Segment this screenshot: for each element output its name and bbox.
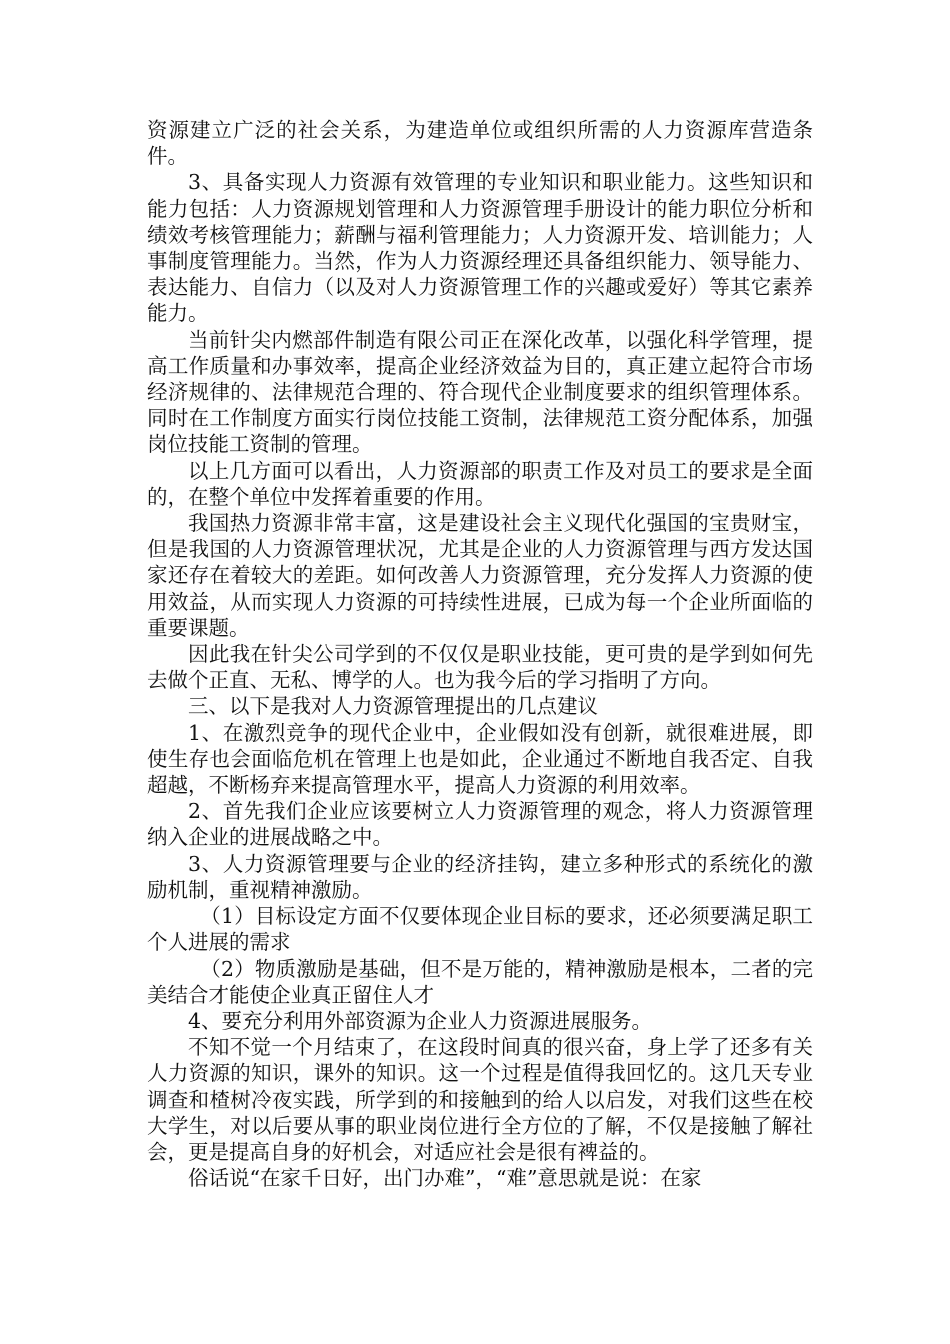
paragraph-personal-learning: 因此我在针尖公司学到的不仅仅是职业技能，更可贵的是学到如何先去做个正直、无私、博学的人。也为我今后的学习指明了方向。 — [147, 642, 813, 693]
paragraph-point-3-abilities: 3、具备实现人力资源有效管理的专业知识和职业能力。这些知识和能力包括：人力资源规划管理和人力资源管理手册设计的能力职位分析和绩效考核管理能力；薪酬与福利管理能力；人力资源开发、培训能力；人事制度管理能力。当然，作为人力资源经理还具备组织能力、领导能力、表达能力、自信力（以及对人力资源管理工作的兴趣或爱好）等其它素养能力。 — [147, 170, 813, 326]
paragraph-sub-item-2: （2）物质激励是基础，但不是万能的，精神激励是根本，二者的完美结合才能使企业真正留住人才 — [147, 956, 813, 1007]
section-heading-suggestions: 三、以下是我对人力资源管理提出的几点建议 — [188, 694, 598, 719]
paragraph-suggestion-4: 4、要充分利用外部资源为企业人力资源进展服务。 — [188, 1008, 653, 1033]
paragraph-sub-item-1: （1）目标设定方面不仅要体现企业目标的要求，还必须要满足职工个人进展的需求 — [147, 904, 813, 955]
paragraph-national-resources: 我国热力资源非常丰富，这是建设社会主义现代化强国的宝贵财宝，但是我国的人力资源管理状况，尤其是企业的人力资源管理与西方发达国家还存在着较大的差距。如何改善人力资源管理，充分发挥人力资源的使用效益，从而实现人力资源的可持续性进展，已成为每一个企业所面临的重要课题。 — [147, 511, 813, 640]
paragraph-hr-department-role: 以上几方面可以看出，人力资源部的职责工作及对员工的要求是全面的，在整个单位中发挥着重要的作用。 — [147, 458, 813, 509]
paragraph-reflection: 不知不觉一个月结束了，在这段时间真的很兴奋，身上学了还多有关人力资源的知识，课外的知识。这一个过程是值得我回忆的。这几天专业调查和楂树冷夜实践，所学到的和接触到的给人以启发，对我们这些在校大学生，对以后要从事的职业岗位进行全方位的了解，不仅是接触了解社会，更是提高自身的好机会，对适应社会是很有裨益的。 — [147, 1035, 813, 1164]
paragraph-suggestion-2: 2、首先我们企业应该要树立人力资源管理的观念，将人力资源管理纳入企业的进展战略之中。 — [147, 799, 813, 850]
paragraph-company-reform: 当前针尖内燃部件制造有限公司正在深化改革，以强化科学管理，提高工作质量和办事效率，提高企业经济效益为目的，真正建立起符合市场经济规律的、法律规范合理的、符合现代企业制度要求的组织管理体系。同时在工作制度方面实行岗位技能工资制，法律规范工资分配体系，加强岗位技能工资制的管理。 — [147, 327, 813, 457]
paragraph-proverb: 俗话说“在家千日好，出门办难”，“难”意思就是说：在家 — [188, 1166, 702, 1191]
paragraph-suggestion-3: 3、人力资源管理要与企业的经济挂钩，建立多种形式的系统化的激励机制，重视精神激励。 — [147, 851, 813, 902]
document-body — [147, 117, 813, 1191]
paragraph-suggestion-1: 1、在激烈竞争的现代企业中，企业假如没有创新，就很难进展，即使生存也会面临危机在管理上也是如此，企业通过不断地自我否定、自我超越，不断杨弃来提高管理水平，提高人力资源的利用效率。 — [147, 720, 813, 798]
paragraph-continuation: 资源建立广泛的社会关系，为建造单位或组织所需的人力资源库营造条件。 — [147, 118, 813, 169]
